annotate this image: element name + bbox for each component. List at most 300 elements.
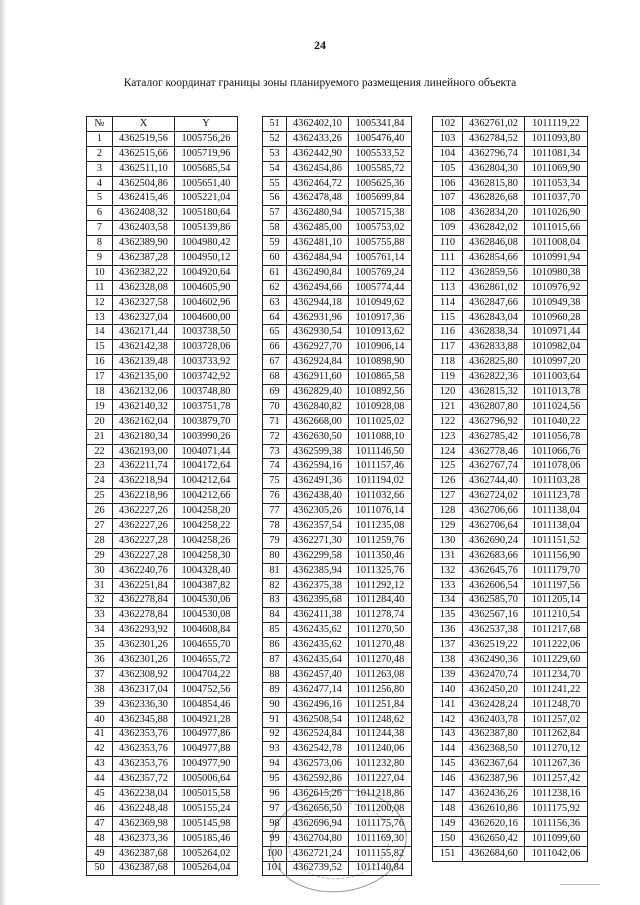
coord-y: 1011248,62 <box>349 712 412 727</box>
table-row <box>433 429 588 444</box>
point-number: 114 <box>433 295 463 310</box>
point-number: 121 <box>433 399 463 414</box>
coord-x: 4362389,90 <box>113 236 175 251</box>
point-number: 107 <box>433 191 463 206</box>
point-number: 42 <box>87 742 113 757</box>
point-number: 87 <box>263 653 287 668</box>
coord-x: 4362804,30 <box>463 161 525 176</box>
coord-y: 1005341,84 <box>349 117 412 132</box>
page-number: 24 <box>314 38 326 52</box>
coord-x: 4362833,88 <box>463 340 525 355</box>
point-number: 149 <box>433 816 463 831</box>
table-row <box>433 206 588 221</box>
coord-y: 1005699,84 <box>349 191 412 206</box>
coord-y: 1010913,62 <box>349 325 412 340</box>
coord-y: 1010865,58 <box>349 370 412 385</box>
coord-x: 4362847,66 <box>463 295 525 310</box>
coord-x: 4362573,06 <box>287 757 349 772</box>
point-number: 35 <box>87 638 113 653</box>
table-row <box>87 355 238 370</box>
coord-x: 4362668,00 <box>287 414 349 429</box>
table-row <box>263 697 412 712</box>
coord-x: 4362227,28 <box>113 533 175 548</box>
coord-y: 1005756,26 <box>175 131 238 146</box>
point-number: 72 <box>263 429 287 444</box>
point-number: 75 <box>263 474 287 489</box>
point-number: 93 <box>263 742 287 757</box>
table-row <box>263 593 412 608</box>
coord-y: 1011270,12 <box>525 742 588 757</box>
coord-x: 4362519,22 <box>463 638 525 653</box>
point-number: 116 <box>433 325 463 340</box>
table-row <box>87 146 238 161</box>
table-row <box>433 623 588 638</box>
coord-y: 1011270,48 <box>349 638 412 653</box>
point-number: 54 <box>263 161 287 176</box>
coord-x: 4362395,68 <box>287 593 349 608</box>
coord-x: 4362854,66 <box>463 251 525 266</box>
point-number: 58 <box>263 221 287 236</box>
coord-x: 4362494,66 <box>287 280 349 295</box>
table-row <box>87 608 238 623</box>
point-number: 67 <box>263 355 287 370</box>
point-number: 100 <box>263 846 287 861</box>
table-row <box>87 385 238 400</box>
coord-x: 4362415,46 <box>113 191 175 206</box>
coord-y: 1004605,90 <box>175 280 238 295</box>
point-number: 28 <box>87 533 113 548</box>
point-number: 46 <box>87 801 113 816</box>
table-row <box>87 474 238 489</box>
coord-x: 4362542,78 <box>287 742 349 757</box>
table-row <box>263 385 412 400</box>
coord-x: 4362684,60 <box>463 846 525 861</box>
point-number: 101 <box>263 861 287 876</box>
coord-y: 1004921,28 <box>175 712 238 727</box>
coord-x: 4362767,74 <box>463 459 525 474</box>
table-row <box>263 578 412 593</box>
point-number: 85 <box>263 623 287 638</box>
coord-y: 1005719,96 <box>175 146 238 161</box>
coord-x: 4362496,16 <box>287 697 349 712</box>
coord-x: 4362227,28 <box>113 548 175 563</box>
table-row <box>433 742 588 757</box>
point-number: 113 <box>433 280 463 295</box>
point-number: 102 <box>433 117 463 132</box>
point-number: 128 <box>433 504 463 519</box>
coord-x: 4362585,70 <box>463 593 525 608</box>
coord-y: 1005755,88 <box>349 236 412 251</box>
point-number: 14 <box>87 325 113 340</box>
table-row <box>433 563 588 578</box>
point-number: 18 <box>87 385 113 400</box>
point-number: 25 <box>87 489 113 504</box>
point-number: 139 <box>433 667 463 682</box>
document-title: Каталог координат границы зоны планируемого размещения линейного объекта <box>123 77 517 89</box>
coord-y: 1011234,70 <box>525 667 588 682</box>
coord-y: 1005264,04 <box>175 861 238 876</box>
coord-x: 4362843,04 <box>463 310 525 325</box>
point-number: 49 <box>87 846 113 861</box>
coord-y: 1003738,50 <box>175 325 238 340</box>
point-number: 60 <box>263 251 287 266</box>
coord-x: 4362620,16 <box>463 816 525 831</box>
point-number: 36 <box>87 653 113 668</box>
table-row <box>87 504 238 519</box>
table-row <box>433 667 588 682</box>
coord-x: 4362706,64 <box>463 519 525 534</box>
coord-x: 4362227,26 <box>113 519 175 534</box>
table-row <box>87 816 238 831</box>
table-row <box>433 504 588 519</box>
table-row <box>263 533 412 548</box>
coord-x: 4362135,00 <box>113 370 175 385</box>
coord-x: 4362464,72 <box>287 176 349 191</box>
point-number: 19 <box>87 399 113 414</box>
point-number: 5 <box>87 191 113 206</box>
table-row <box>263 161 412 176</box>
point-number: 103 <box>433 131 463 146</box>
table-row <box>433 295 588 310</box>
table-row <box>433 131 588 146</box>
point-number: 81 <box>263 563 287 578</box>
coord-y: 1005625,36 <box>349 176 412 191</box>
point-number: 150 <box>433 831 463 846</box>
coord-x: 4362615,26 <box>287 787 349 802</box>
point-number: 131 <box>433 548 463 563</box>
coord-x: 4362375,38 <box>287 578 349 593</box>
coord-y: 1011270,50 <box>349 623 412 638</box>
coord-y: 1004387,82 <box>175 578 238 593</box>
point-number: 69 <box>263 385 287 400</box>
table-row <box>263 757 412 772</box>
table-row <box>263 623 412 638</box>
coord-x: 4362825,80 <box>463 355 525 370</box>
coord-y: 1011251,84 <box>349 697 412 712</box>
coord-x: 4362931,96 <box>287 310 349 325</box>
table-row <box>263 504 412 519</box>
table-row <box>87 533 238 548</box>
point-number: 105 <box>433 161 463 176</box>
point-number: 80 <box>263 548 287 563</box>
coord-y: 1004977,90 <box>175 757 238 772</box>
point-number: 96 <box>263 787 287 802</box>
coord-x: 4362650,42 <box>463 831 525 846</box>
coord-y: 1011248,70 <box>525 697 588 712</box>
coord-y: 1005769,24 <box>349 265 412 280</box>
coord-y: 1011078,06 <box>525 459 588 474</box>
coord-x: 4362761,02 <box>463 117 525 132</box>
point-number: 104 <box>433 146 463 161</box>
point-number: 53 <box>263 146 287 161</box>
table-row <box>433 787 588 802</box>
point-number: 78 <box>263 519 287 534</box>
coord-y: 1005145,98 <box>175 816 238 831</box>
point-number: 99 <box>263 831 287 846</box>
table-row <box>433 251 588 266</box>
coord-x: 4362180,34 <box>113 429 175 444</box>
table-row <box>433 816 588 831</box>
point-number: 27 <box>87 519 113 534</box>
coord-x: 4362454,86 <box>287 161 349 176</box>
coord-y: 1004258,26 <box>175 533 238 548</box>
coord-x: 4362436,26 <box>463 787 525 802</box>
table-row <box>263 489 412 504</box>
coord-y: 1011157,46 <box>349 459 412 474</box>
table-row <box>87 325 238 340</box>
point-number: 24 <box>87 474 113 489</box>
coord-x: 4362645,76 <box>463 563 525 578</box>
table-row <box>433 548 588 563</box>
coord-x: 4362327,58 <box>113 295 175 310</box>
table-row <box>263 295 412 310</box>
coord-y: 1004172,64 <box>175 459 238 474</box>
point-number: 109 <box>433 221 463 236</box>
point-number: 23 <box>87 459 113 474</box>
table-row <box>87 593 238 608</box>
table-row <box>87 697 238 712</box>
coord-y: 1005476,40 <box>349 131 412 146</box>
coord-x: 4362387,80 <box>463 727 525 742</box>
coord-x: 4362251,84 <box>113 578 175 593</box>
coord-x: 4362485,00 <box>287 221 349 236</box>
table-row <box>87 667 238 682</box>
coord-x: 4362784,52 <box>463 131 525 146</box>
point-number: 138 <box>433 653 463 668</box>
coord-x: 4362504,86 <box>113 176 175 191</box>
point-number: 130 <box>433 533 463 548</box>
coord-x: 4362402,10 <box>287 117 349 132</box>
table-row <box>263 638 412 653</box>
point-number: 144 <box>433 742 463 757</box>
coord-x: 4362796,92 <box>463 414 525 429</box>
table-row <box>87 801 238 816</box>
table-row <box>263 340 412 355</box>
coord-y: 1011069,90 <box>525 161 588 176</box>
coord-y: 1003748,80 <box>175 385 238 400</box>
coord-x: 4362353,76 <box>113 757 175 772</box>
coord-x: 4362301,26 <box>113 653 175 668</box>
table-row <box>87 519 238 534</box>
coord-y: 1011042,06 <box>525 846 588 861</box>
table-row <box>263 399 412 414</box>
point-number: 94 <box>263 757 287 772</box>
point-number: 7 <box>87 221 113 236</box>
coord-x: 4362785,42 <box>463 429 525 444</box>
table-row <box>433 265 588 280</box>
table-row <box>87 727 238 742</box>
coord-x: 4362368,50 <box>463 742 525 757</box>
point-number: 77 <box>263 504 287 519</box>
point-number: 4 <box>87 176 113 191</box>
point-number: 33 <box>87 608 113 623</box>
table-row <box>87 489 238 504</box>
coord-y: 1011240,06 <box>349 742 412 757</box>
point-number: 120 <box>433 385 463 400</box>
coord-x: 4362438,40 <box>287 489 349 504</box>
coord-y: 1005139,86 <box>175 221 238 236</box>
coord-x: 4362369,98 <box>113 816 175 831</box>
coord-y: 1011217,68 <box>525 623 588 638</box>
point-number: 22 <box>87 444 113 459</box>
coord-x: 4362140,32 <box>113 399 175 414</box>
coord-y: 1011103,28 <box>525 474 588 489</box>
coord-x: 4362308,92 <box>113 667 175 682</box>
coord-x: 4362367,64 <box>463 757 525 772</box>
coord-y: 1011350,46 <box>349 548 412 563</box>
point-number: 40 <box>87 712 113 727</box>
coord-y: 1005533,52 <box>349 146 412 161</box>
point-number: 68 <box>263 370 287 385</box>
coord-y: 1004328,40 <box>175 563 238 578</box>
table-row <box>263 131 412 146</box>
point-number: 151 <box>433 846 463 861</box>
coord-x: 4362930,54 <box>287 325 349 340</box>
point-number: 11 <box>87 280 113 295</box>
table-row <box>433 459 588 474</box>
table-row <box>433 146 588 161</box>
header-y: Y <box>175 117 238 132</box>
point-number: 98 <box>263 816 287 831</box>
coord-y: 1004977,86 <box>175 727 238 742</box>
point-number: 70 <box>263 399 287 414</box>
coord-x: 4362336,30 <box>113 697 175 712</box>
point-number: 136 <box>433 623 463 638</box>
coord-x: 4362435,62 <box>287 638 349 653</box>
table-row <box>263 310 412 325</box>
coordinates-table-3 <box>432 116 588 862</box>
coord-x: 4362690,24 <box>463 533 525 548</box>
table-row <box>263 280 412 295</box>
table-row <box>263 355 412 370</box>
coord-x: 4362433,26 <box>287 131 349 146</box>
point-number: 123 <box>433 429 463 444</box>
coord-y: 1011138,04 <box>525 504 588 519</box>
point-number: 64 <box>263 310 287 325</box>
coord-x: 4362515,66 <box>113 146 175 161</box>
scan-edge-shadow <box>0 0 6 905</box>
table-row <box>87 251 238 266</box>
coord-y: 1011140,84 <box>349 861 412 876</box>
coord-x: 4362842,02 <box>463 221 525 236</box>
coord-y: 1011241,22 <box>525 682 588 697</box>
coord-y: 1011175,76 <box>349 816 412 831</box>
point-number: 55 <box>263 176 287 191</box>
point-number: 3 <box>87 161 113 176</box>
table-row <box>87 176 238 191</box>
table-row <box>87 131 238 146</box>
coord-y: 1011262,84 <box>525 727 588 742</box>
point-number: 15 <box>87 340 113 355</box>
coord-y: 1005761,14 <box>349 251 412 266</box>
coord-y: 1011256,80 <box>349 682 412 697</box>
coord-y: 1011284,40 <box>349 593 412 608</box>
table-row <box>433 370 588 385</box>
coord-y: 1010976,92 <box>525 280 588 295</box>
coord-y: 1005185,46 <box>175 831 238 846</box>
point-number: 43 <box>87 757 113 772</box>
point-number: 89 <box>263 682 287 697</box>
table-row <box>433 593 588 608</box>
table-row <box>87 429 238 444</box>
coord-x: 4362293,92 <box>113 623 175 638</box>
coord-x: 4362508,54 <box>287 712 349 727</box>
coord-y: 1005006,64 <box>175 772 238 787</box>
table-row <box>433 608 588 623</box>
table-row <box>263 742 412 757</box>
coord-y: 1011015,66 <box>525 221 588 236</box>
point-number: 142 <box>433 712 463 727</box>
coord-y: 1011205,14 <box>525 593 588 608</box>
table-row <box>263 414 412 429</box>
coord-x: 4362599,38 <box>287 444 349 459</box>
table-row <box>433 191 588 206</box>
coord-x: 4362450,20 <box>463 682 525 697</box>
coord-y: 1011194,02 <box>349 474 412 489</box>
point-number: 62 <box>263 280 287 295</box>
coord-y: 1003742,92 <box>175 370 238 385</box>
coord-y: 1003728,06 <box>175 340 238 355</box>
coord-y: 1004071,44 <box>175 444 238 459</box>
coord-y: 1010991,94 <box>525 251 588 266</box>
coord-y: 1004258,22 <box>175 519 238 534</box>
coord-x: 4362610,86 <box>463 801 525 816</box>
point-number: 66 <box>263 340 287 355</box>
point-number: 124 <box>433 444 463 459</box>
table-row <box>263 563 412 578</box>
point-number: 32 <box>87 593 113 608</box>
coord-x: 4362481,10 <box>287 236 349 251</box>
table-row <box>433 117 588 132</box>
table-row <box>263 772 412 787</box>
coord-y: 1010892,56 <box>349 385 412 400</box>
point-number: 6 <box>87 206 113 221</box>
coord-y: 1011257,02 <box>525 712 588 727</box>
point-number: 82 <box>263 578 287 593</box>
table-row <box>433 399 588 414</box>
table-row <box>87 846 238 861</box>
point-number: 63 <box>263 295 287 310</box>
coord-x: 4362403,58 <box>113 221 175 236</box>
table-row <box>433 325 588 340</box>
table-row <box>263 667 412 682</box>
coord-y: 1004212,64 <box>175 474 238 489</box>
coord-x: 4362382,22 <box>113 265 175 280</box>
point-number: 17 <box>87 370 113 385</box>
point-number: 44 <box>87 772 113 787</box>
table-row <box>263 146 412 161</box>
coord-y: 1011138,04 <box>525 519 588 534</box>
coord-y: 1011156,90 <box>525 548 588 563</box>
table-row <box>263 251 412 266</box>
table-row <box>87 191 238 206</box>
coord-x: 4362838,34 <box>463 325 525 340</box>
coord-y: 1011088,10 <box>349 429 412 444</box>
coord-x: 4362301,26 <box>113 638 175 653</box>
coord-x: 4362567,16 <box>463 608 525 623</box>
point-number: 111 <box>433 251 463 266</box>
coord-y: 1011222,06 <box>525 638 588 653</box>
coord-x: 4362480,94 <box>287 206 349 221</box>
coord-x: 4362435,62 <box>287 623 349 638</box>
coord-y: 1004602,96 <box>175 295 238 310</box>
coord-x: 4362411,38 <box>287 608 349 623</box>
point-number: 57 <box>263 206 287 221</box>
table-row <box>263 682 412 697</box>
coord-x: 4362357,54 <box>287 519 349 534</box>
point-number: 59 <box>263 236 287 251</box>
point-number: 145 <box>433 757 463 772</box>
